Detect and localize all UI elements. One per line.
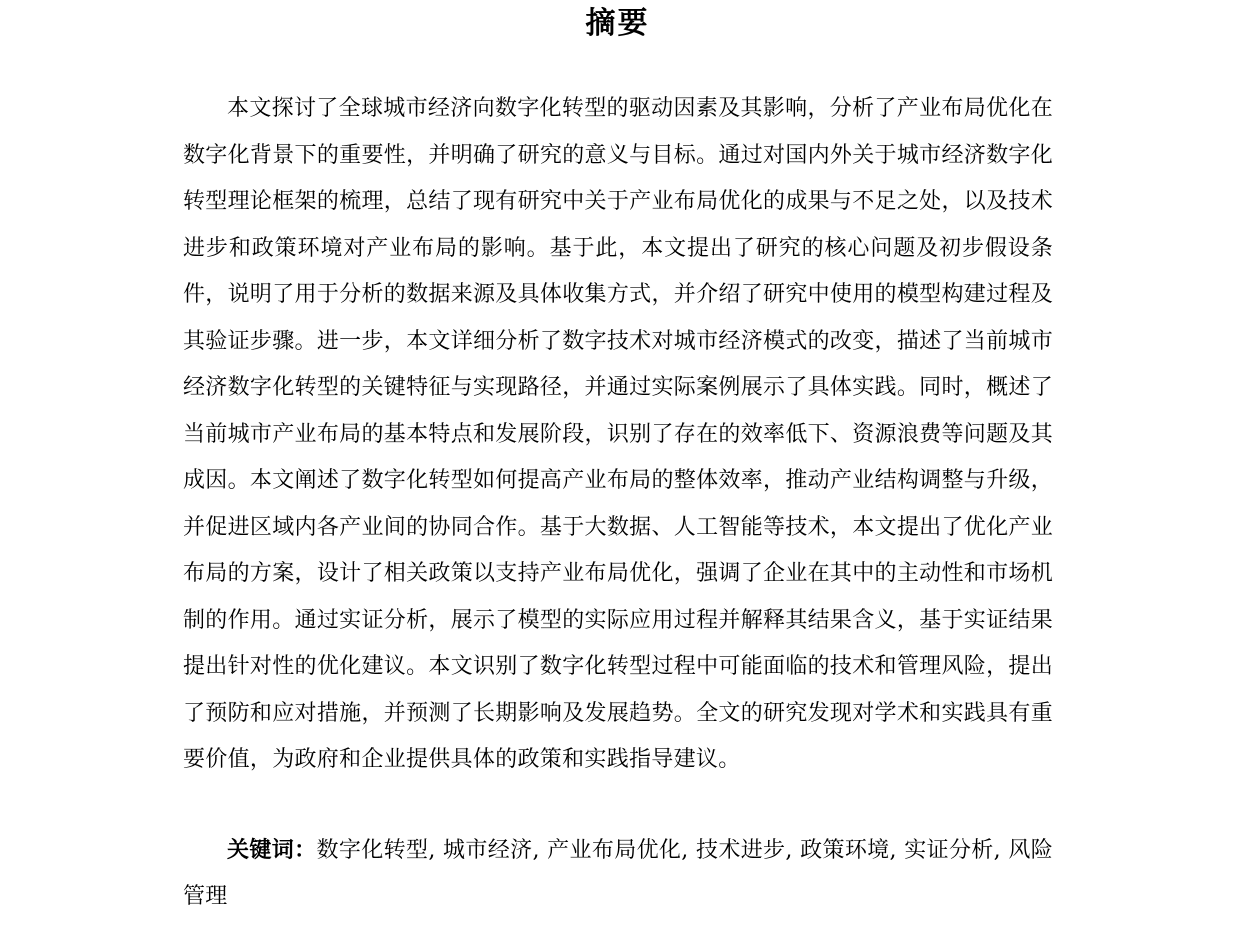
keywords-paragraph (183, 827, 1053, 920)
keywords-label: 关键词： (227, 837, 317, 863)
keywords-list: 数字化转型, 城市经济, 产业布局优化, 技术进步, 政策环境, 实证分析, 风险管理 (183, 838, 1053, 909)
abstract-paragraph: 本文探讨了全球城市经济向数字化转型的驱动因素及其影响，分析了产业布局优化在数字化背景下的重要性，并明确了研究的意义与目标。通过对国内外关于城市经济数字化转型理论框架的梳理，总结了现有研究中关于产业布局优化的成果与不足之处，以及技术进步和政策环境对产业布局的影响。基于此，本文提出了研究的核心问题及初步假设条件，说明了用于分析的数据来源及具体收集方式，并介绍了研究中使用的模型构建过程及其验证步骤。进一步，本文详细分析了数字技术对城市经济模式的改变，描述了当前城市经济数字化转型的关键特征与实现路径，并通过实际案例展示了具体实践。同时，概述了当前城市产业布局的基本特点和发展阶段，识别了存在的效率低下、资源浪费等问题及其成因。本文阐述了数字化转型如何提高产业布局的整体效率，推动产业结构调整与升级，并促进区域内各产业间的协同合作。基于大数据、人工智能等技术，本文提出了优化产业布局的方案，设计了相关政策以支持产业布局优化，强调了企业在其中的主动性和市场机制的作用。通过实证分析，展示了模型的实际应用过程并解释其结果含义，基于实证结果提出针对性的优化建议。本文识别了数字化转型过程中可能面临的技术和管理风险，提出了预防和应对措施，并预测了长期影响及发展趋势。全文的研究发现对学术和实践具有重要价值，为政府和企业提供具体的政策和实践指导建议。 (183, 96, 1053, 772)
page-title: 摘要 (585, 6, 650, 41)
